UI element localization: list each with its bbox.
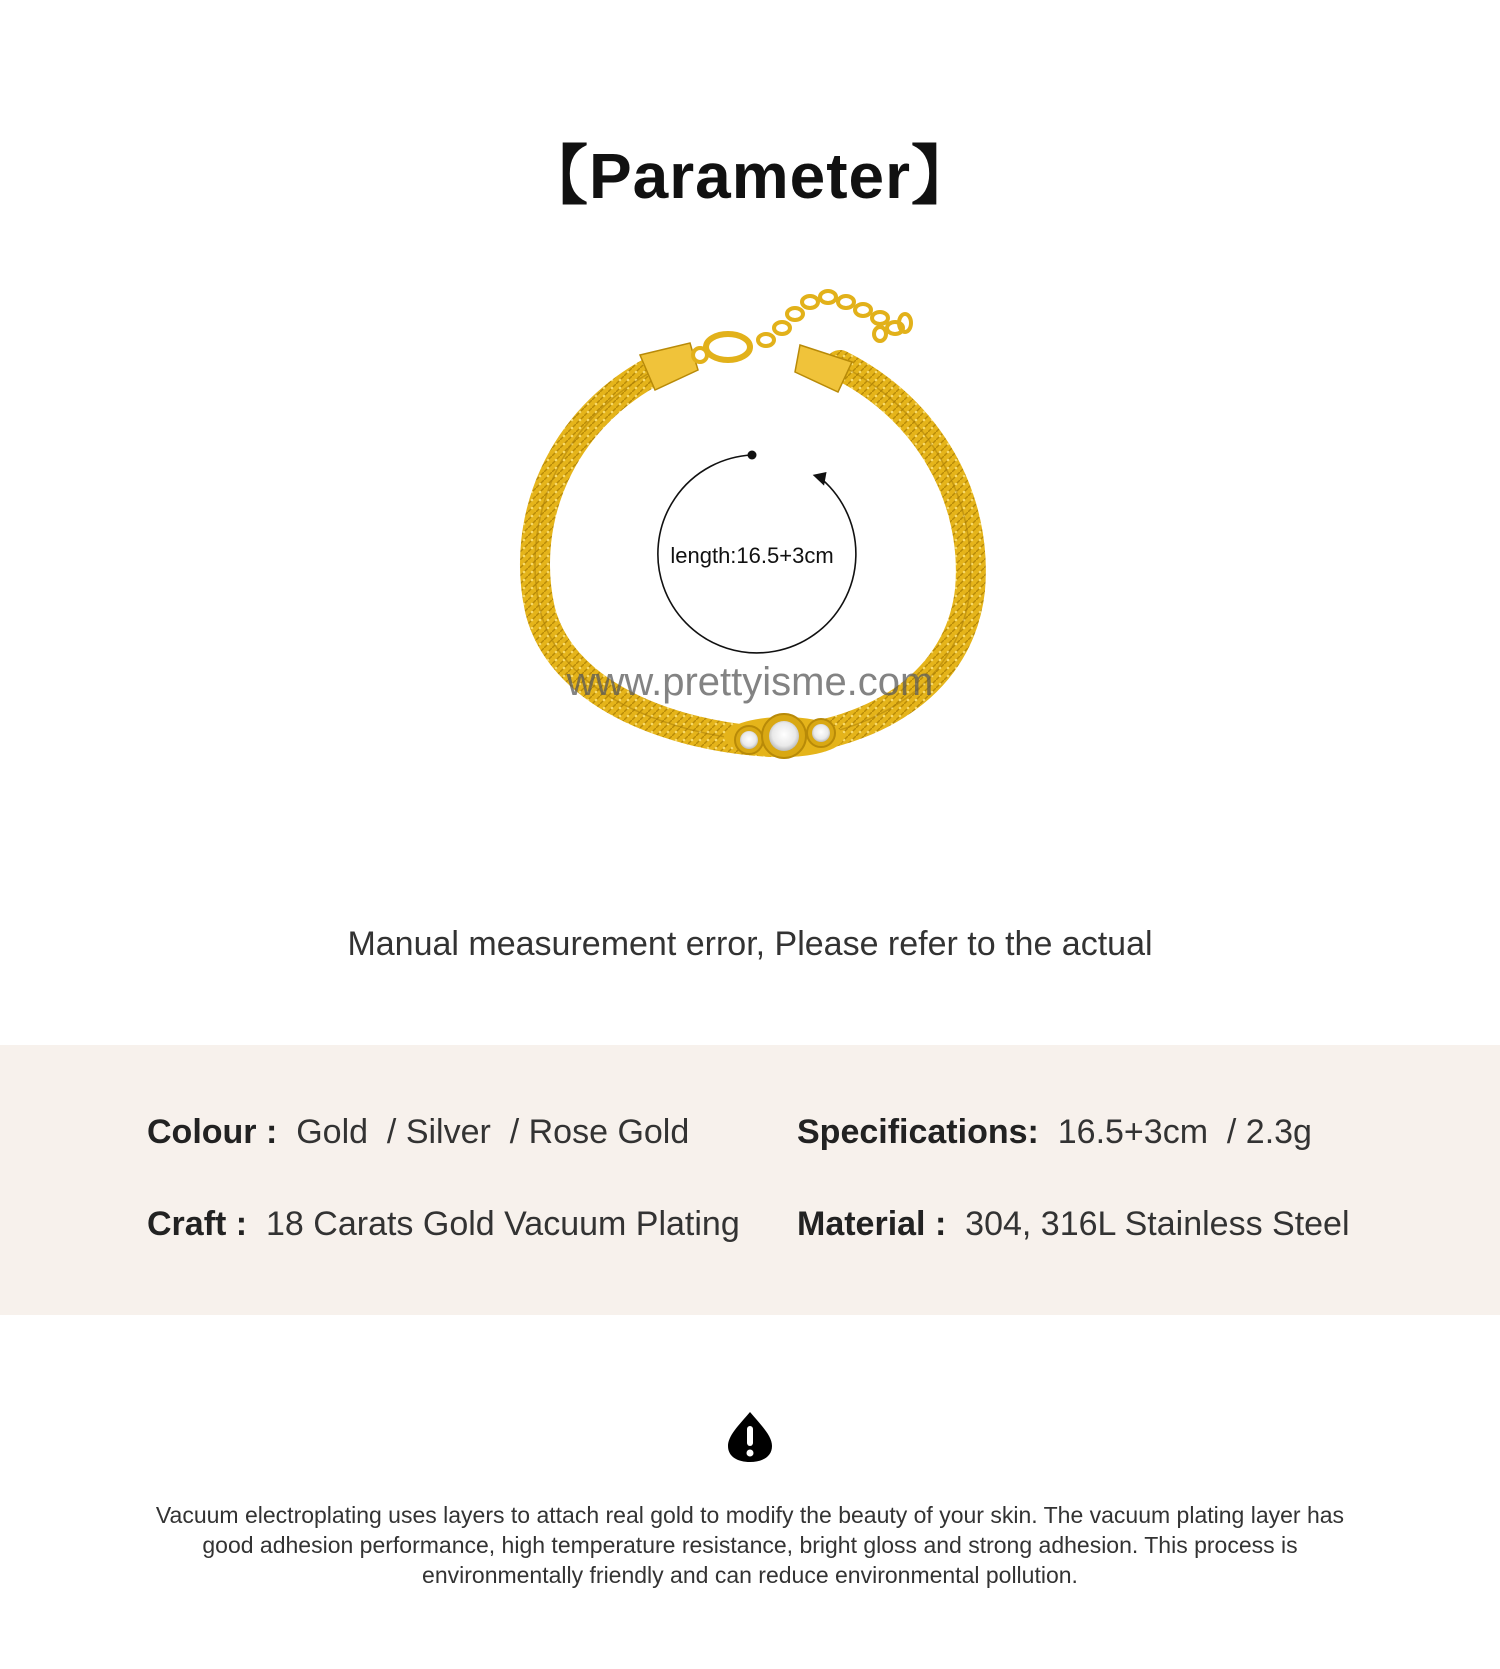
spec-specifications-key: Specifications: <box>797 1113 1039 1151</box>
gem-setting <box>724 714 844 758</box>
spec-band <box>0 1045 1500 1315</box>
spec-colour <box>147 1113 689 1152</box>
lobster-clasp <box>706 334 750 360</box>
warning-icon <box>726 1410 774 1464</box>
length-label: length:16.5+3cm <box>670 543 834 568</box>
bracelet-illustration <box>0 270 1500 790</box>
spec-material-value: 304, 316L Stainless Steel <box>965 1205 1350 1243</box>
spec-material <box>797 1205 1350 1244</box>
spec-colour-value: Gold / Silver / Rose Gold <box>296 1113 690 1151</box>
spec-material-key: Material : <box>797 1205 947 1243</box>
product-image <box>0 270 1500 790</box>
plating-description: Vacuum electroplating uses layers to attach real gold to modify the beauty of your skin. The vacuum plating layer has good adhesion performance, high temperature resistance, bright gloss and strong adhesion. This process is environmentally friendly and can reduce environmental pollution. <box>155 1502 1345 1588</box>
extension-chain <box>758 291 911 346</box>
spec-craft <box>147 1205 740 1244</box>
page-title: 【Parameter】 <box>523 140 977 212</box>
watermark: www.prettyisme.com <box>566 660 934 704</box>
spec-craft-key: Craft : <box>147 1205 248 1243</box>
spec-craft-value: 18 Carats Gold Vacuum Plating <box>266 1205 740 1243</box>
measurement-note: Manual measurement error, Please refer to the actual <box>347 925 1153 963</box>
spec-specifications <box>797 1113 1312 1152</box>
spec-colour-key: Colour : <box>147 1113 278 1151</box>
spec-specifications-value: 16.5+3cm / 2.3g <box>1057 1113 1312 1151</box>
measure-start-dot <box>748 451 757 460</box>
